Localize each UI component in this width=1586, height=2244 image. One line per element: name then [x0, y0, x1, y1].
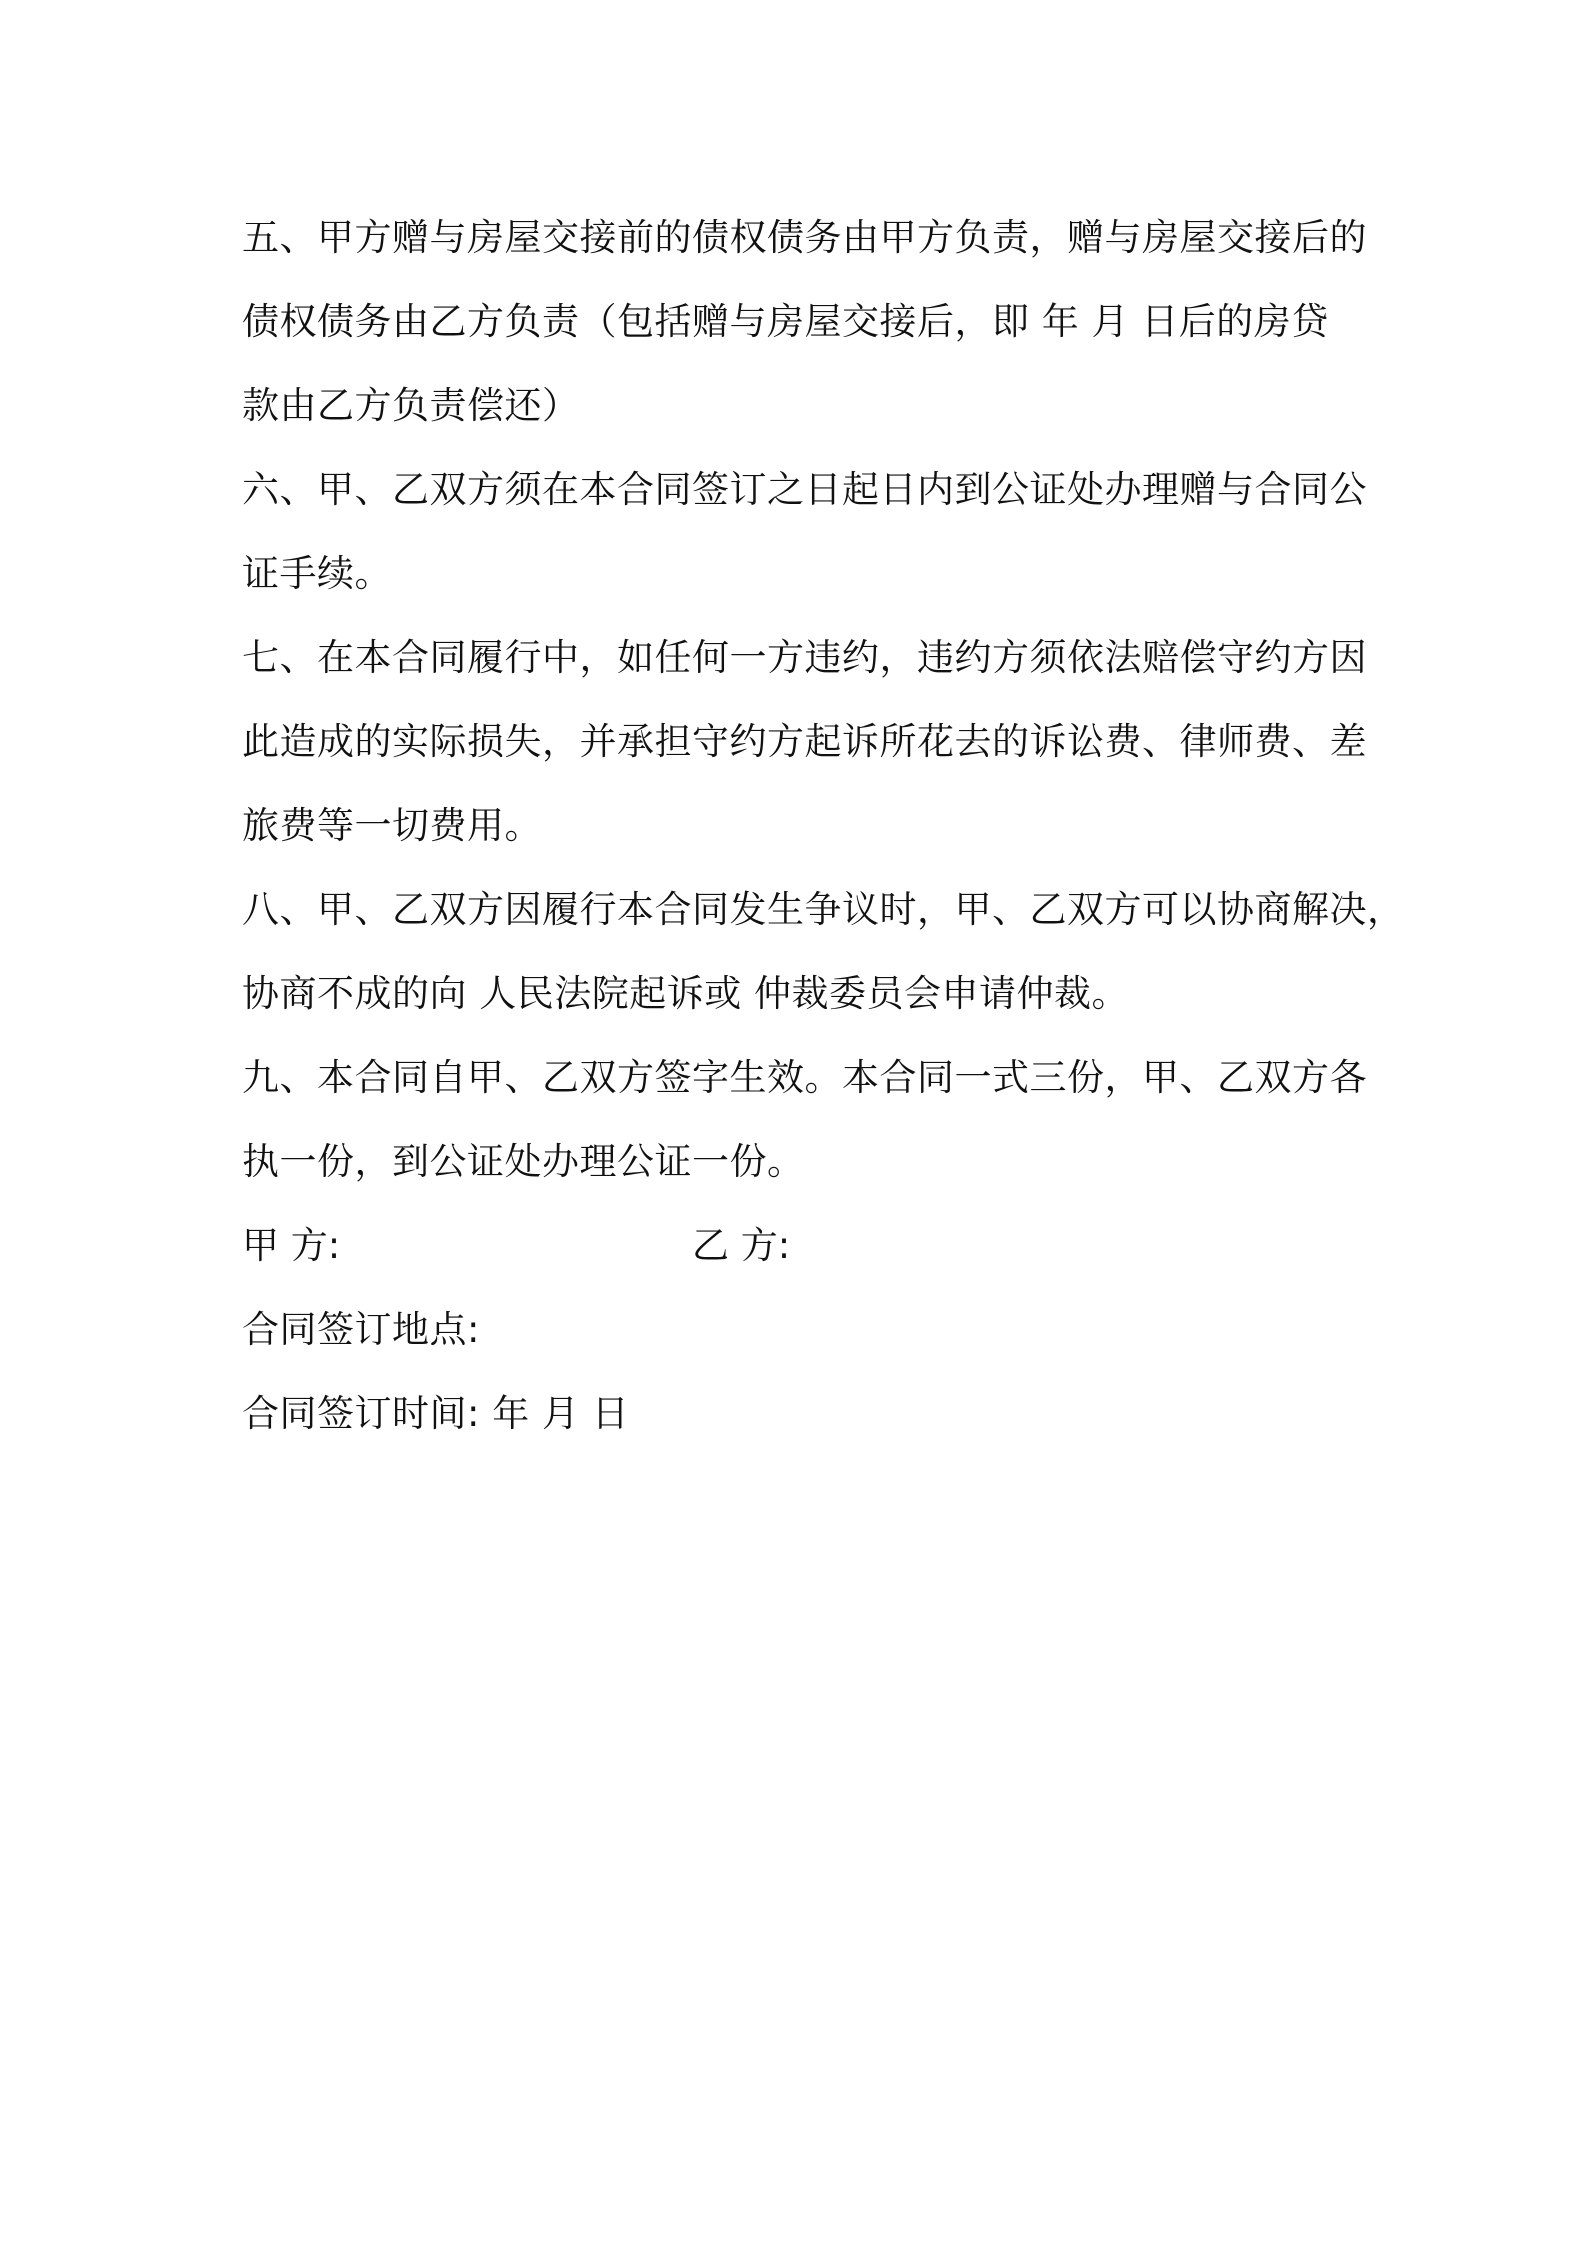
- signing-place-label: 合同签订地点:: [242, 1308, 480, 1351]
- party-a-label: 甲 方:: [242, 1224, 341, 1267]
- clause-6: [242, 448, 1367, 616]
- clause-line: 旅费等一切费用。: [242, 804, 542, 847]
- party-b-label: 乙 方:: [692, 1224, 791, 1267]
- clause-9: [242, 1036, 1367, 1204]
- clause-line: 此造成的实际损失，并承担守约方起诉所花去的诉讼费、律师费、差: [242, 720, 1367, 763]
- clause-line: 协商不成的向 人民法院起诉或 仲裁委员会申请仲裁。: [242, 972, 1130, 1015]
- signing-time-label: 合同签订时间: 年 月 日: [242, 1392, 630, 1435]
- contract-body: [242, 196, 1405, 1456]
- clause-line: 九、本合同自甲、乙双方签字生效。本合同一式三份，甲、乙双方各: [242, 1056, 1367, 1099]
- clause-line: 证手续。: [242, 552, 392, 595]
- clause-line: 五、甲方赠与房屋交接前的债权债务由甲方负责，赠与房屋交接后的: [242, 216, 1367, 259]
- clause-line: 七、在本合同履行中，如任何一方违约，违约方须依法赔偿守约方因: [242, 636, 1367, 679]
- clause-line: 债权债务由乙方负责（包括赠与房屋交接后，即 年 月 日后的房贷: [242, 300, 1329, 343]
- clause-line: 八、甲、乙双方因履行本合同发生争议时，甲、乙双方可以协商解决，: [242, 888, 1405, 931]
- clause-7: [242, 616, 1367, 868]
- signature-parties-row: [242, 1204, 1362, 1288]
- clause-line: 执一份，到公证处办理公证一份。: [242, 1140, 805, 1183]
- clause-8: [242, 868, 1405, 1036]
- clause-line: 款由乙方负责偿还）: [242, 384, 580, 427]
- clause-line: 六、甲、乙双方须在本合同签订之日起日内到公证处办理赠与合同公: [242, 468, 1367, 511]
- clause-5: [242, 196, 1367, 448]
